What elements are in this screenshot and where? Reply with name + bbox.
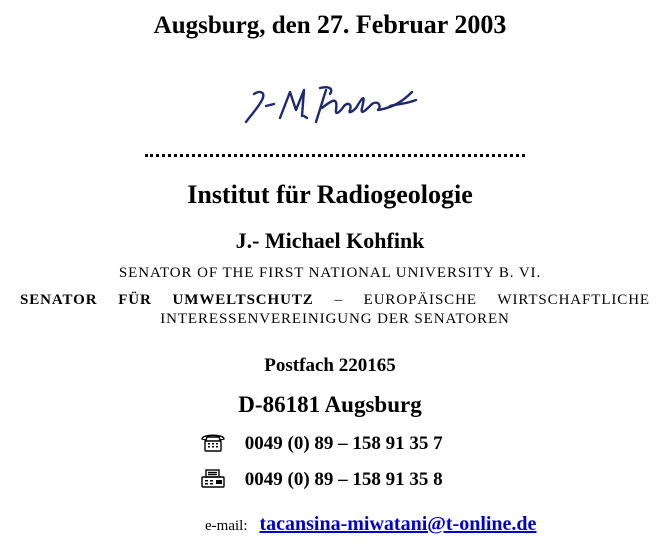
signature-image bbox=[240, 82, 425, 128]
umwelt-title-rest: – EUROPÄISCHE WIRTSCHAFTLICHE bbox=[334, 292, 650, 308]
city-line: D-86181 Augsburg bbox=[238, 392, 422, 417]
date-value: 27. Februar 2003 bbox=[316, 10, 507, 39]
phone-number: 0049 (0) 89 – 158 91 35 7 bbox=[244, 433, 443, 454]
telephone-icon bbox=[200, 432, 226, 452]
email-label: e-mail: bbox=[205, 518, 248, 534]
email-link[interactable]: tacansina-miwatani@t-online.de bbox=[259, 513, 537, 535]
signature-dotted-line bbox=[145, 154, 525, 157]
umwelt-line-1 bbox=[20, 292, 650, 309]
phone-row bbox=[200, 432, 443, 455]
fax-number: 0049 (0) 89 – 158 91 35 8 bbox=[244, 469, 443, 490]
institute-name: Institut für Radiogeologie bbox=[187, 180, 473, 209]
date-line bbox=[0, 10, 660, 40]
senator-title-line: SENATOR OF THE FIRST NATIONAL UNIVERSITY B. VI. bbox=[118, 265, 542, 281]
fax-icon bbox=[200, 468, 226, 488]
postfach: Postfach 220165 bbox=[264, 355, 396, 376]
person-name: J.- Michael Kohfink bbox=[235, 228, 425, 253]
umwelt-title-bold: SENATOR FÜR UMWELTSCHUTZ bbox=[20, 292, 314, 308]
umwelt-line-2: INTERESSENVEREINIGUNG DER SENATOREN bbox=[160, 311, 510, 327]
date-prefix: Augsburg, den bbox=[153, 12, 311, 39]
email-row bbox=[205, 513, 536, 536]
fax-row bbox=[200, 468, 443, 491]
senator-umwelt-block bbox=[20, 292, 650, 328]
